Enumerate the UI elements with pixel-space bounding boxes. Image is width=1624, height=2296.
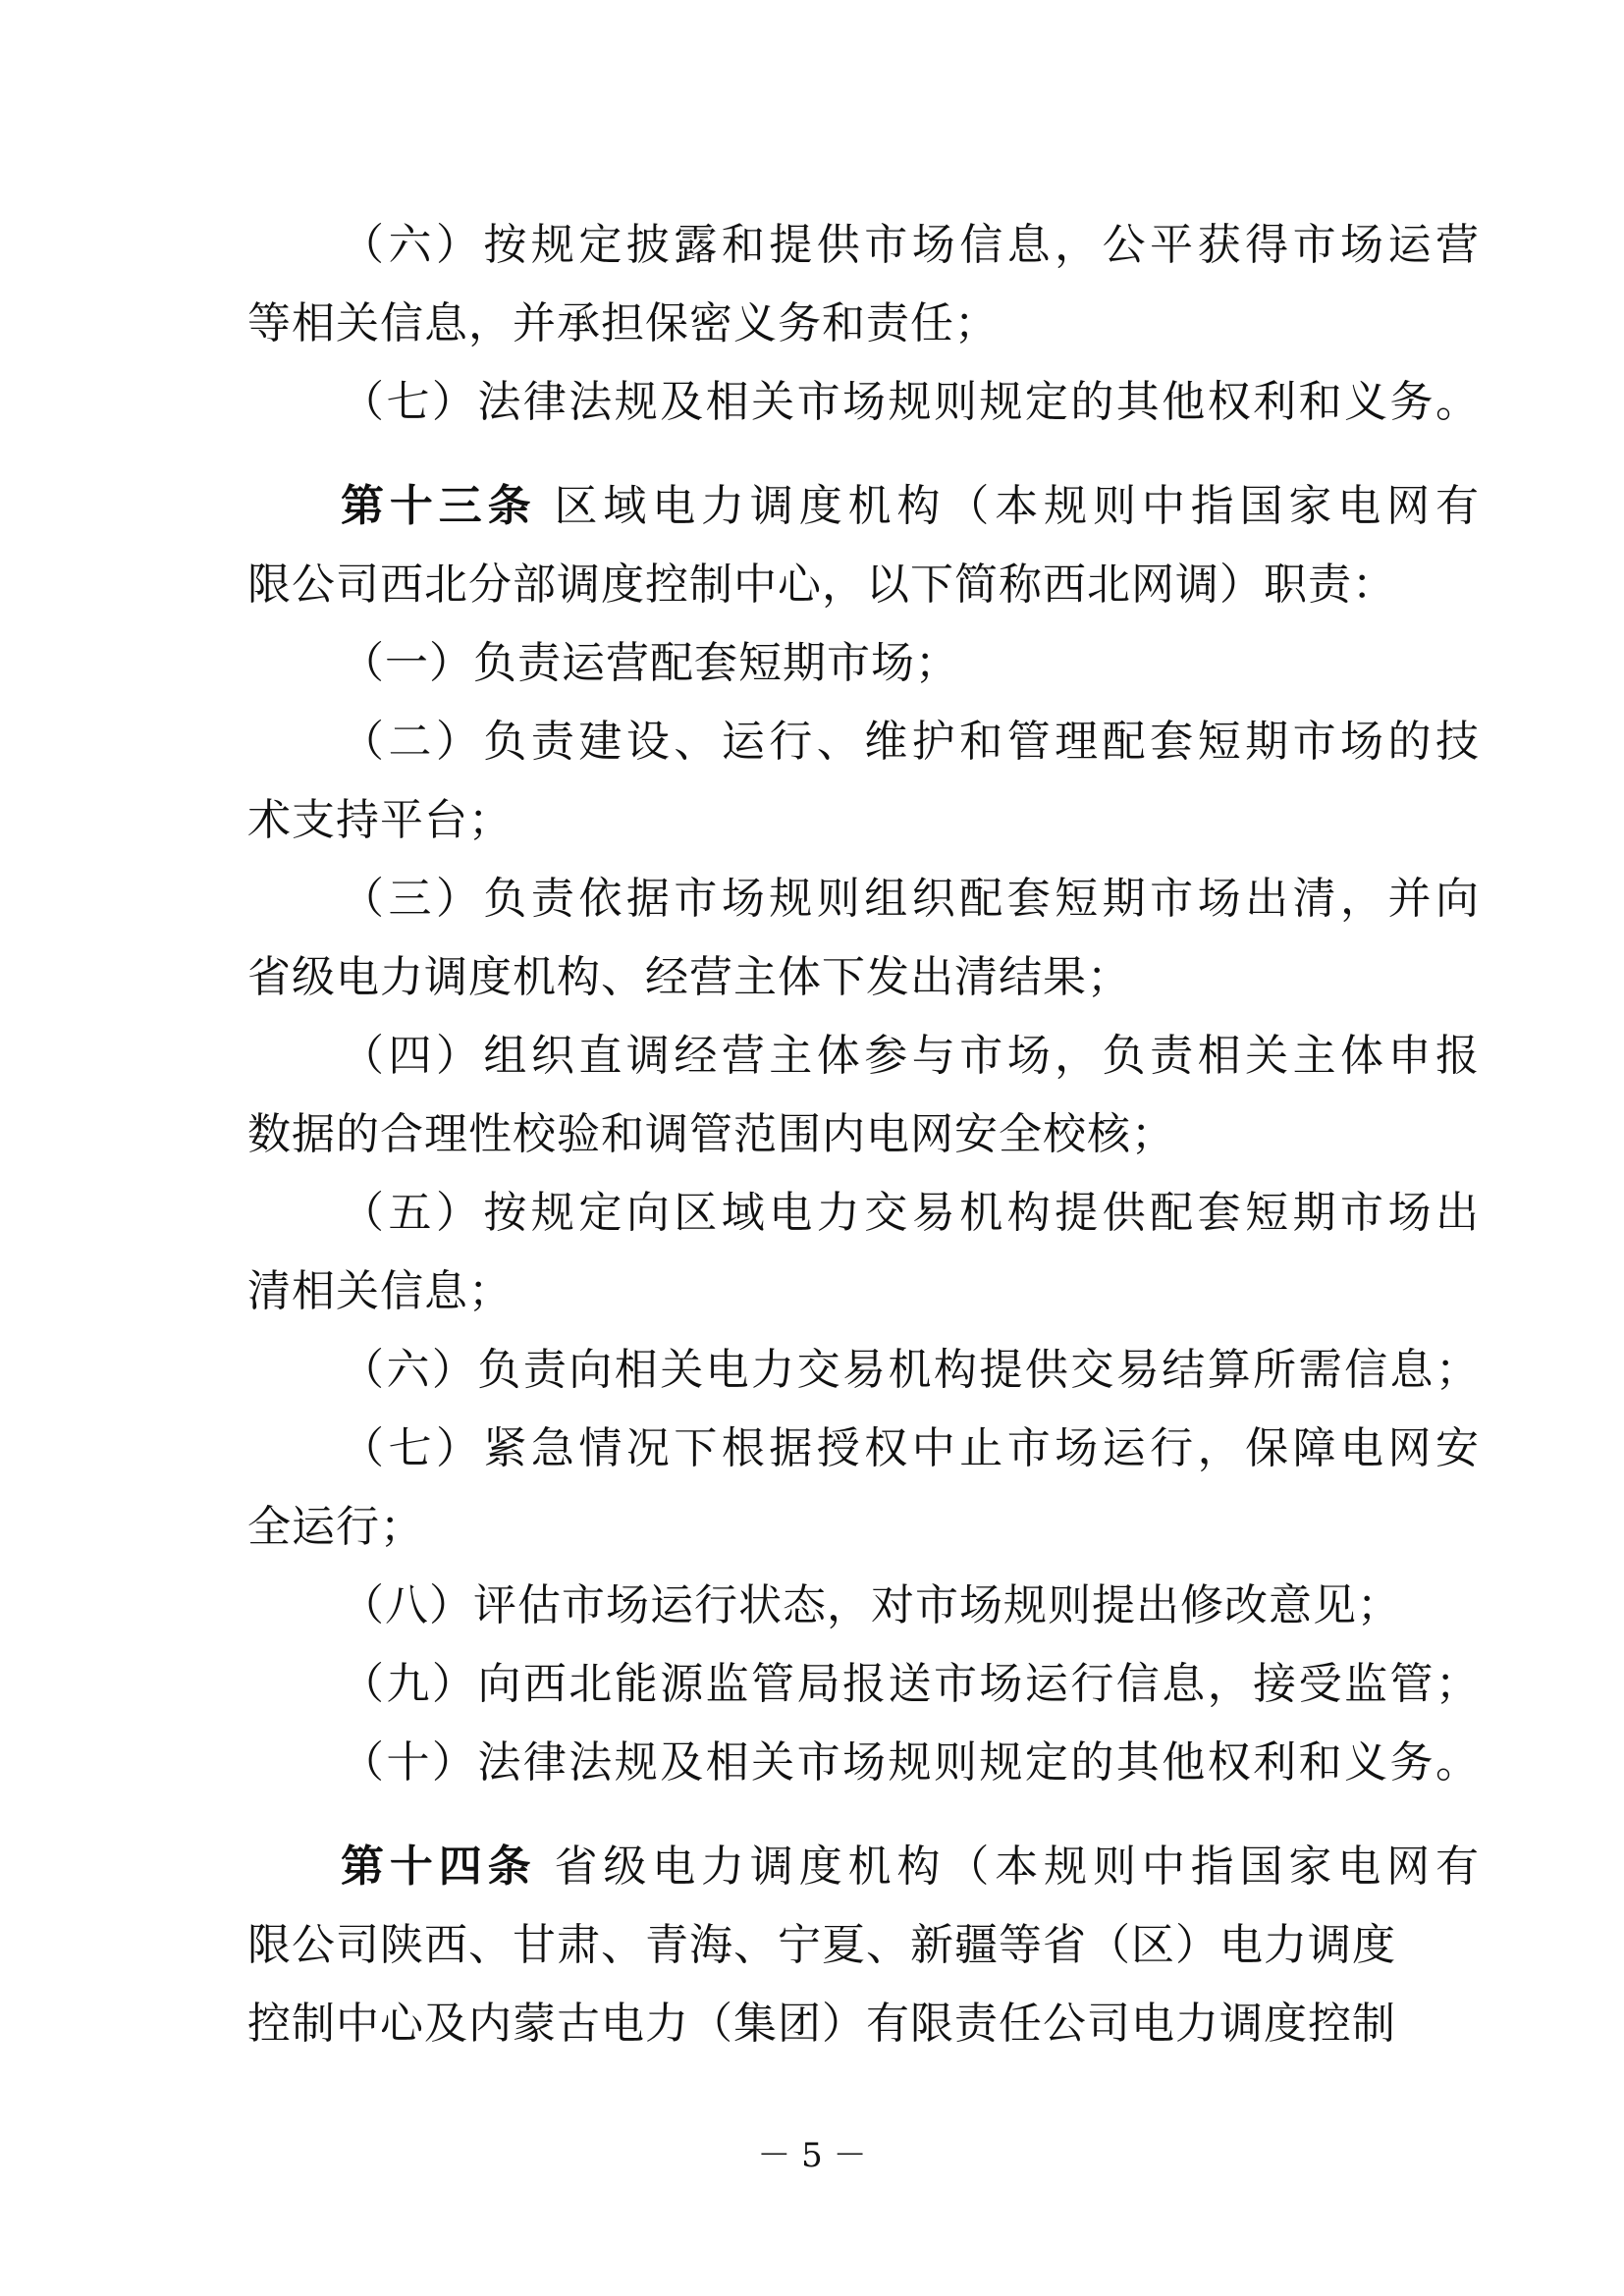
text-line: （五）按规定向区域电力交易机构提供配套短期市场出 bbox=[341, 1188, 1480, 1238]
text-line: 等相关信息，并承担保密义务和责任； bbox=[247, 298, 999, 348]
page-number: － 5 － bbox=[757, 2136, 867, 2175]
article-13-first-line bbox=[341, 467, 1480, 546]
text-line: （六）负责向相关电力交易机构提供交易结算所需信息； bbox=[341, 1345, 1480, 1395]
text-line: （九）向西北能源监管局报送市场运行信息，接受监管； bbox=[341, 1659, 1480, 1709]
text-line: （一）负责运营配套短期市场； bbox=[341, 638, 959, 688]
article-13-title: 第十三条 bbox=[341, 481, 537, 531]
text-line: 数据的合理性校验和调管范围内电网安全校核； bbox=[247, 1109, 1175, 1159]
text-line: （四）组织直调经营主体参与市场，负责相关主体申报 bbox=[341, 1031, 1480, 1081]
text-line: （七）紧急情况下根据授权中止市场运行，保障电网安 bbox=[341, 1423, 1480, 1473]
text-span: 区域电力调度机构（本规则中指国家电网有 bbox=[554, 481, 1481, 531]
article-14-title: 第十四条 bbox=[341, 1842, 537, 1892]
text-line: 限公司西北分部调度控制中心，以下简称西北网调）职责： bbox=[247, 560, 1396, 610]
text-line: 省级电力调度机构、经营主体下发出清结果； bbox=[247, 952, 1131, 1002]
text-line: 限公司陕西、甘肃、青海、宁夏、新疆等省（区）电力调度 bbox=[247, 1920, 1396, 1970]
text-line: （七）法律法规及相关市场规则规定的其他权利和义务。 bbox=[341, 377, 1480, 427]
text-line: （六）按规定披露和提供市场信息，公平获得市场运营 bbox=[341, 220, 1480, 270]
article-14-first-line bbox=[341, 1828, 1480, 1906]
text-line: （三）负责依据市场规则组织配套短期市场出清，并向 bbox=[341, 874, 1480, 924]
text-line: 全运行； bbox=[247, 1502, 424, 1552]
text-line: （二）负责建设、运行、维护和管理配套短期市场的技 bbox=[341, 717, 1480, 767]
text-line: 术支持平台； bbox=[247, 795, 513, 845]
text-line: 控制中心及内蒙古电力（集团）有限责任公司电力调度控制 bbox=[247, 1999, 1396, 2049]
text-line: （十）法律法规及相关市场规则规定的其他权利和义务。 bbox=[341, 1737, 1480, 1788]
text-span: 省级电力调度机构（本规则中指国家电网有 bbox=[554, 1842, 1481, 1892]
text-line: （八）评估市场运行状态，对市场规则提出修改意见； bbox=[341, 1580, 1401, 1630]
text-line: 清相关信息； bbox=[247, 1266, 513, 1316]
